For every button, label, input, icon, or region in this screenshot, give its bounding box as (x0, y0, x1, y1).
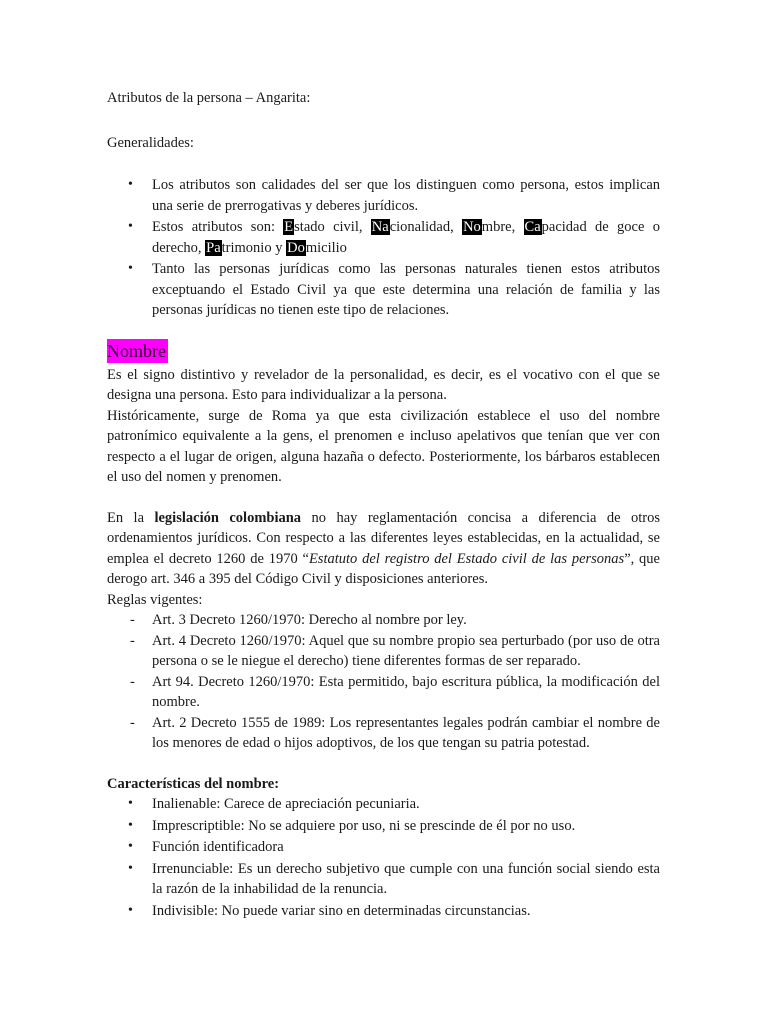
paragraph-legislation (107, 508, 660, 590)
list-item-text: Los atributos son calidades del ser que los distinguen como persona, estos implican una serie de prerrogativas y deberes jurídicos. (152, 177, 660, 214)
list-item-text: Art 94. Decreto 1260/1970: Esta permitido, bajo escritura pública, la modificación del nombre. (152, 673, 660, 710)
characteristics-heading: Características del nombre: (107, 775, 280, 792)
text-run: no hay reglamentación concisa a diferencia de otros ordenamientos jurídicos. Con respecto a las diferentes leyes establecidas, en la actualidad, se emplea el decreto 1260 de 1970 “ (107, 509, 660, 567)
bullet-icon: • (128, 219, 133, 234)
bullet-icon: • (128, 839, 133, 854)
list-item-text: Art. 4 Decreto 1260/1970: Aquel que su nombre propio sea perturbado (por uso de otra persona o se le niegue el derecho) tiene diferentes formas de ser reparado. (152, 632, 660, 669)
list-item (107, 259, 660, 321)
list-item-text: Art. 2 Decreto 1555 de 1989: Los representantes legales podrán cambiar el nombre de los menores de edad o hijos adoptivos, de los que tengan su patria potestad. (152, 714, 660, 751)
text-run: mbre, (481, 219, 524, 235)
text-run: ”, que derogo art. 346 a 395 del Código Civil y disposiciones anteriores. (107, 550, 660, 587)
highlight-estado: E (284, 219, 294, 235)
highlight-nombre: No (463, 219, 481, 235)
bullet-icon: • (128, 177, 133, 192)
text-run: Estos atributos son: (152, 219, 284, 235)
bullet-icon: • (128, 902, 133, 918)
list-item (107, 859, 660, 900)
list-item-text: Art. 3 Decreto 1260/1970: Derecho al nombre por ley. (152, 612, 467, 628)
list-item (107, 794, 660, 815)
paragraph-history: Históricamente, surge de Roma ya que esta civilización establece el uso del nombre patronímico equivalente a la gens, el prenomen e incluso apelativos que tenían que ver con respecto a el lugar de origen, alguna hazaña o defecto. Posteriormente, los bárbaros establecen el uso del nomen y prenomen. (107, 407, 660, 485)
list-item-text: Función identificadora (152, 839, 284, 855)
list-item-text (152, 219, 660, 256)
text-run: stado civil, (294, 219, 371, 235)
list-item (107, 631, 660, 672)
text-run: trimonio y (221, 239, 287, 256)
text-run: cionalidad, (389, 219, 463, 235)
bullet-icon: • (128, 860, 133, 876)
list-item-text: Tanto las personas jurídicas como las personas naturales tienen estos atributos exceptuando el Estado Civil ya que este determina una relación de familia y las personas jurídicas no tienen este tipo de relaciones. (152, 261, 660, 318)
text-run: En la (107, 509, 155, 526)
section-heading-generalidades: Generalidades: (107, 134, 194, 151)
list-item (107, 175, 660, 216)
dash-icon: - (130, 714, 135, 731)
dash-icon: - (130, 673, 135, 690)
list-item-text: Imprescriptible: No se adquiere por uso, ni se prescinde de él por no uso. (152, 817, 576, 834)
section-title-nombre: Nombre (107, 340, 166, 361)
characteristics-list (107, 794, 660, 921)
list-item (107, 217, 660, 258)
rules-list (107, 610, 660, 754)
list-item (107, 610, 660, 631)
highlight-capacidad: Ca (524, 219, 541, 235)
intro-bullet-list (107, 175, 660, 321)
list-item-text: Irrenunciable: Es un derecho subjetivo que cumple con una función social siendo esta la razón de la inhabilidad de la renuncia. (152, 860, 660, 897)
paragraph-definition: Es el signo distintivo y revelador de la personalidad, es decir, es el vocativo con el que se designa una persona. Esto para individualizar a la persona. (107, 366, 660, 403)
highlight-nacionalidad: Na (371, 219, 389, 235)
list-item (107, 901, 660, 922)
italic-text: Estatuto del registro del Estado civil de las personas (308, 550, 625, 567)
document-page (107, 88, 660, 922)
list-item-text: Inalienable: Carece de apreciación pecuniaria. (152, 796, 420, 812)
text-run: micilio (305, 239, 347, 256)
list-item (107, 816, 660, 837)
bullet-icon: • (128, 817, 133, 833)
text-run: pacidad de goce o derecho, (152, 219, 660, 256)
section-nombre (107, 339, 660, 922)
list-item (107, 672, 660, 713)
dash-icon: - (130, 612, 135, 628)
list-item (107, 837, 660, 858)
highlight-patrimonio: Pa (206, 239, 221, 256)
bullet-icon: • (128, 261, 133, 276)
bold-text: legislación colombiana (154, 509, 302, 526)
dash-icon: - (130, 632, 135, 649)
bullet-icon: • (128, 796, 133, 811)
rules-label: Reglas vigentes: (107, 591, 203, 608)
highlight-domicilio: Do (287, 239, 305, 256)
spacer (107, 488, 660, 508)
list-item-text: Indivisible: No puede variar sino en determinadas circunstancias. (152, 902, 531, 919)
document-title: Atributos de la persona – Angarita: (107, 90, 311, 106)
list-item (107, 713, 660, 754)
